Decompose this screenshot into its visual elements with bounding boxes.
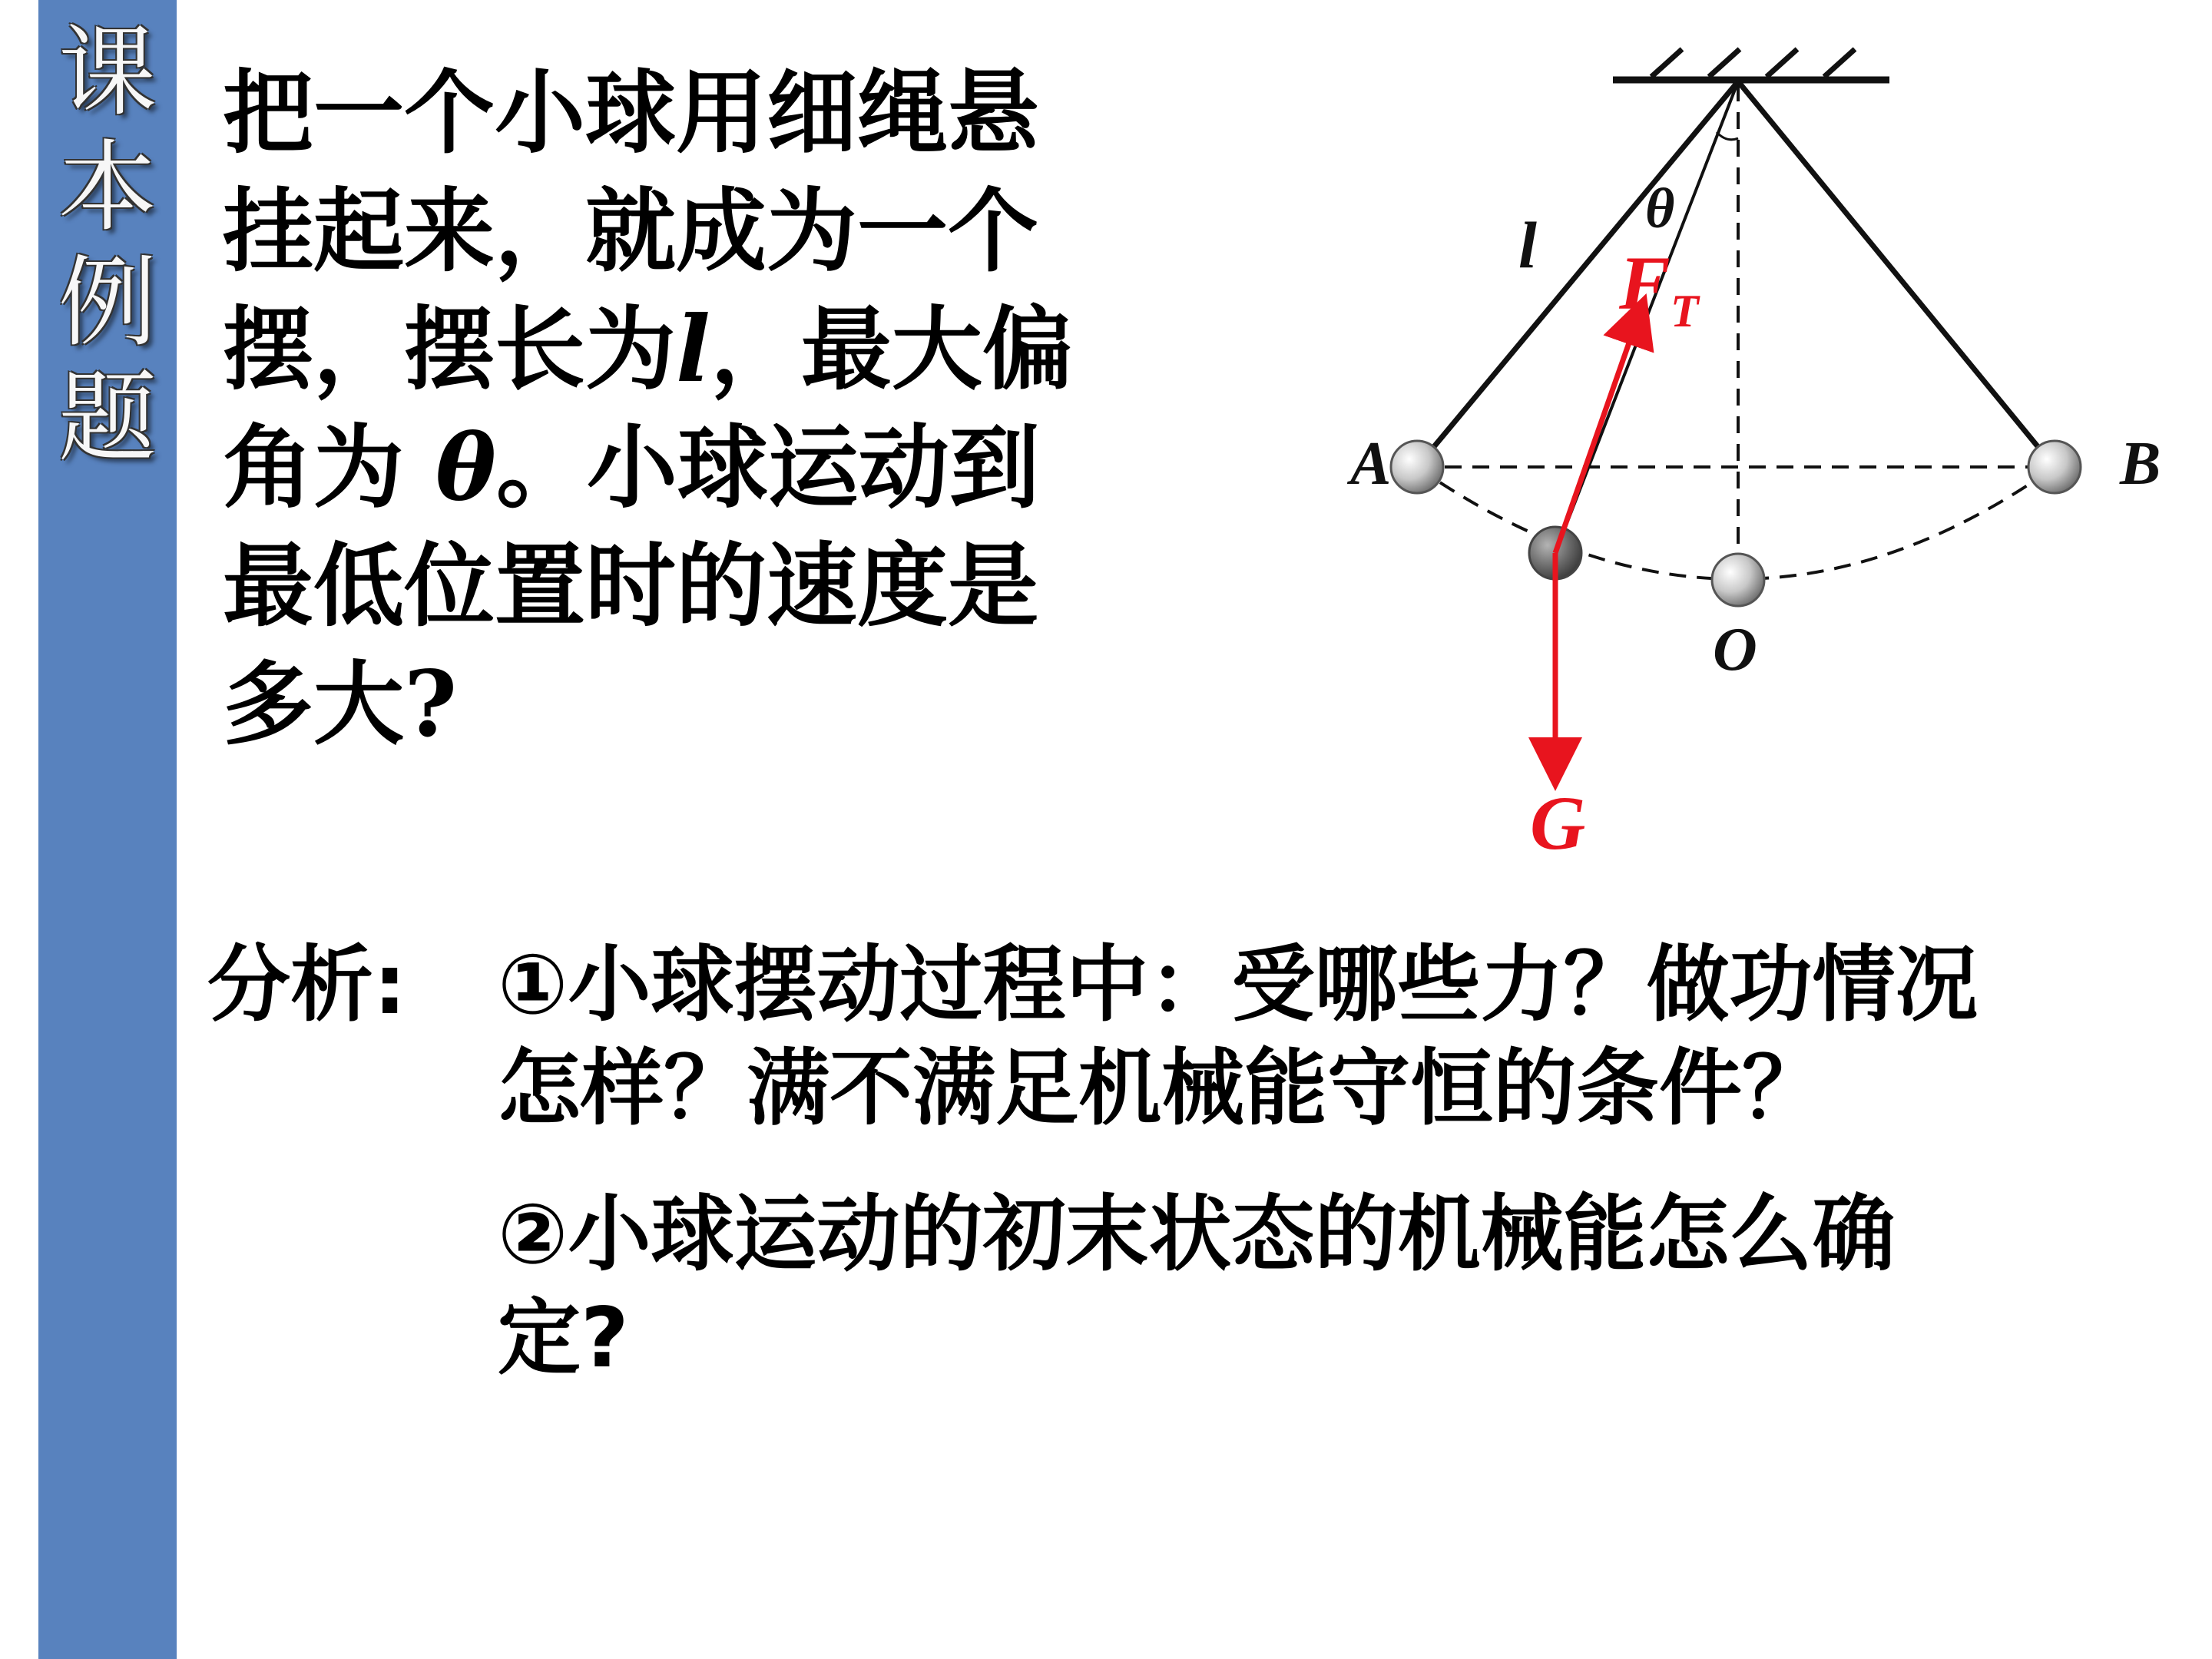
problem-text: 角为	[223, 414, 436, 521]
label-ft: F	[1619, 240, 1671, 326]
label-theta: θ	[1645, 177, 1675, 240]
problem-line: 多大?	[223, 651, 458, 757]
angle-arc	[1717, 132, 1738, 140]
string-left	[1417, 81, 1738, 467]
analysis-line: ①小球摆动过程中：受哪些力？做功情况	[498, 937, 1979, 1033]
analysis-line: 怎样？满不满足机械能守恒的条件？	[498, 1041, 1826, 1137]
label-o: O	[1713, 616, 1757, 684]
analysis-label: 分析:	[207, 937, 407, 1033]
ball-a	[1391, 441, 1443, 493]
sidebar-char: 本	[58, 131, 157, 245]
problem-line: 最低位置时的速度是	[223, 532, 1039, 639]
ceiling-support	[1613, 49, 1889, 80]
sidebar-char: 课	[58, 15, 157, 130]
label-l: l	[1518, 208, 1537, 282]
string-right	[1738, 81, 2055, 467]
problem-statement	[223, 54, 1190, 763]
label-g: G	[1530, 780, 1586, 866]
ball-b	[2028, 441, 2081, 493]
label-a: A	[1350, 430, 1392, 498]
analysis-item-1	[498, 933, 2187, 1141]
length-variable: l	[676, 296, 710, 402]
analysis-line: ②小球运动的初末状态的机械能怎么确	[498, 1187, 1896, 1283]
problem-text: 。小球运动到	[495, 414, 1040, 521]
problem-line: 挂起来，就成为一个	[223, 177, 1039, 284]
analysis-item-2	[498, 1183, 2187, 1390]
sidebar-char: 题	[58, 361, 157, 475]
ball-o	[1712, 554, 1764, 606]
sidebar-char: 例	[58, 246, 157, 360]
sidebar-title	[38, 15, 177, 476]
angle-variable: θ	[435, 414, 496, 521]
tension-force-arrow	[1555, 319, 1637, 553]
sidebar	[38, 0, 177, 1659]
problem-line	[223, 409, 1190, 527]
problem-line	[223, 290, 1190, 409]
label-b: B	[2120, 430, 2161, 498]
problem-text: 摆，摆长为	[223, 296, 677, 402]
label-ft-subscript: T	[1671, 286, 1699, 336]
analysis-line: 定?	[498, 1290, 629, 1386]
pendulum-diagram	[1290, 31, 2181, 883]
problem-line: 把一个小球用细绳悬	[223, 59, 1039, 166]
problem-text: ，最大偏	[710, 296, 1073, 402]
